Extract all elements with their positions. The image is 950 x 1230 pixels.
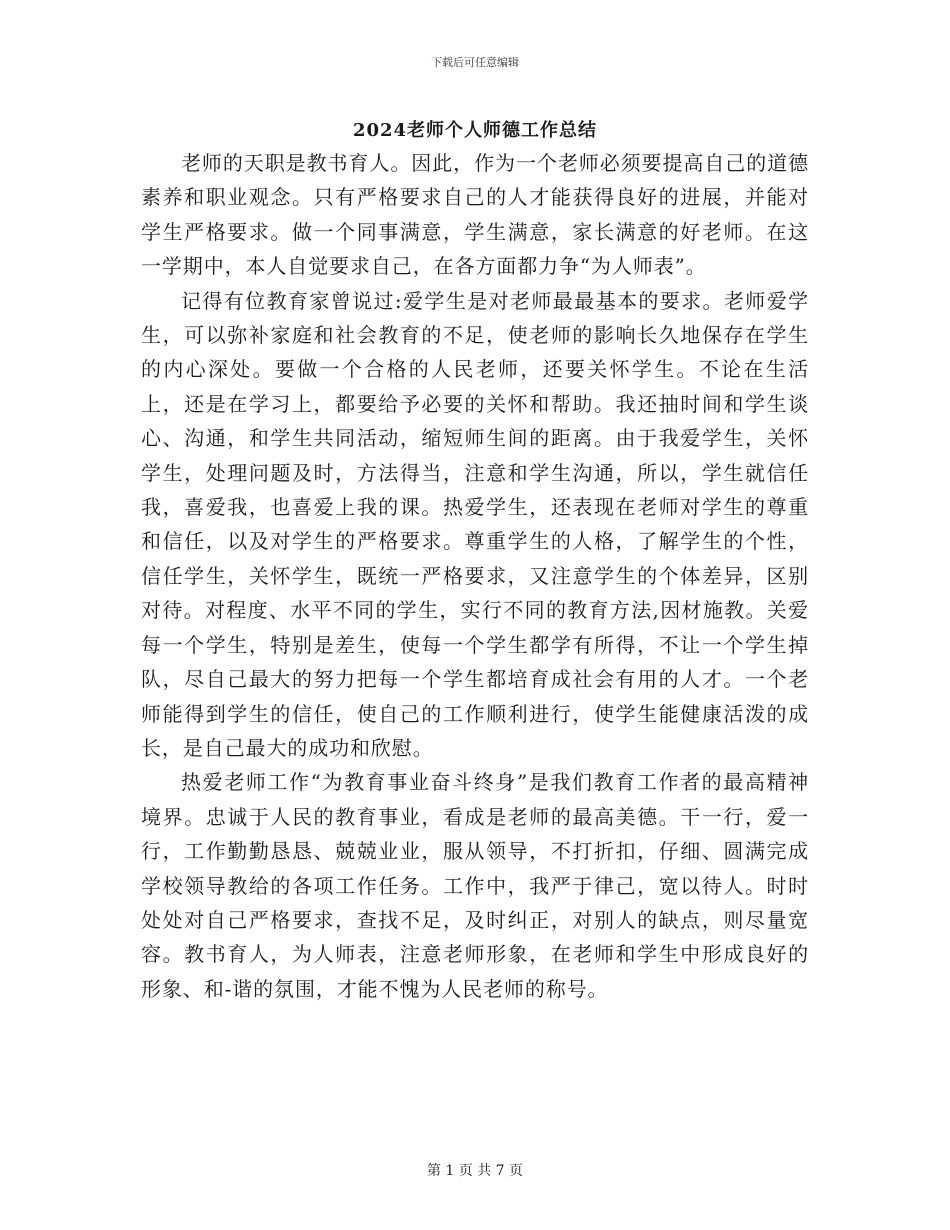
paragraph: 老师的天职是教书育人。因此，作为一个老师必须要提高自己的道德素养和职业观念。只有严格要求自己的人才能获得良好的进展，并能对学生严格要求。做一个同事满意，学生满意，家长满意的好老师。在这一学期中，本人自觉要求自己，在各方面都力争“为人师表”。 bbox=[141, 151, 809, 279]
paragraph: 记得有位教育家曾说过:爱学生是对老师最最基本的要求。老师爱学生，可以弥补家庭和社会教育的不足，使老师的影响长久地保存在学生的内心深处。要做一个合格的人民老师，还要关怀学生。不论在生活上，还是在学习上，都要给予必要的关怀和帮助。我还抽时间和学生谈心、沟通，和学生共同活动，缩短师生间的距离。由于我爱学生，关怀学生，处理问题及时，方法得当，注意和学生沟通，所以，学生就信任我，喜爱我，也喜爱上我的课。热爱学生，还表现在老师对学生的尊重和信任，以及对学生的严格要求。尊重学生的人格，了解学生的个性，信任学生，关怀学生，既统一严格要求，又注意学生的个体差异，区别对待。对程度、水平不同的学生，实行不同的教育方法,因材施教。关爱每一个学生，特别是差生，使每一个学生都学有所得，不让一个学生掉队，尽自己最大的努力把每一个学生都培育成社会有用的人才。一个老师能得到学生的信任，使自己的工作顺利进行，使学生能健康活泼的成长，是自己最大的成功和欣慰。 bbox=[141, 288, 809, 760]
page-number: 第 1 页 共 7 页 bbox=[426, 1163, 524, 1179]
document-body bbox=[141, 146, 809, 1006]
paragraph: 热爱老师工作“为教育事业奋斗终身”是我们教育工作者的最高精神境界。忠诚于人民的教育事业，看成是老师的最高美德。干一行，爱一行，工作勤勤恳恳、兢兢业业，服从领导，不打折扣，仔细、圆满完成学校领导教给的各项工作任务。工作中，我严于律己，宽以待人。时时处处对自己严格要求，查找不足，及时纠正，对别人的缺点，则尽量宽容。教书育人，为人师表，注意老师形象，在老师和学生中形成良好的形象、和-谐的氛围，才能不愧为人民老师的称号。 bbox=[141, 770, 809, 1001]
document-title: 2024老师个人师德工作总结 bbox=[352, 120, 598, 141]
page-header-note: 下载后可任意编辑 bbox=[431, 56, 519, 69]
